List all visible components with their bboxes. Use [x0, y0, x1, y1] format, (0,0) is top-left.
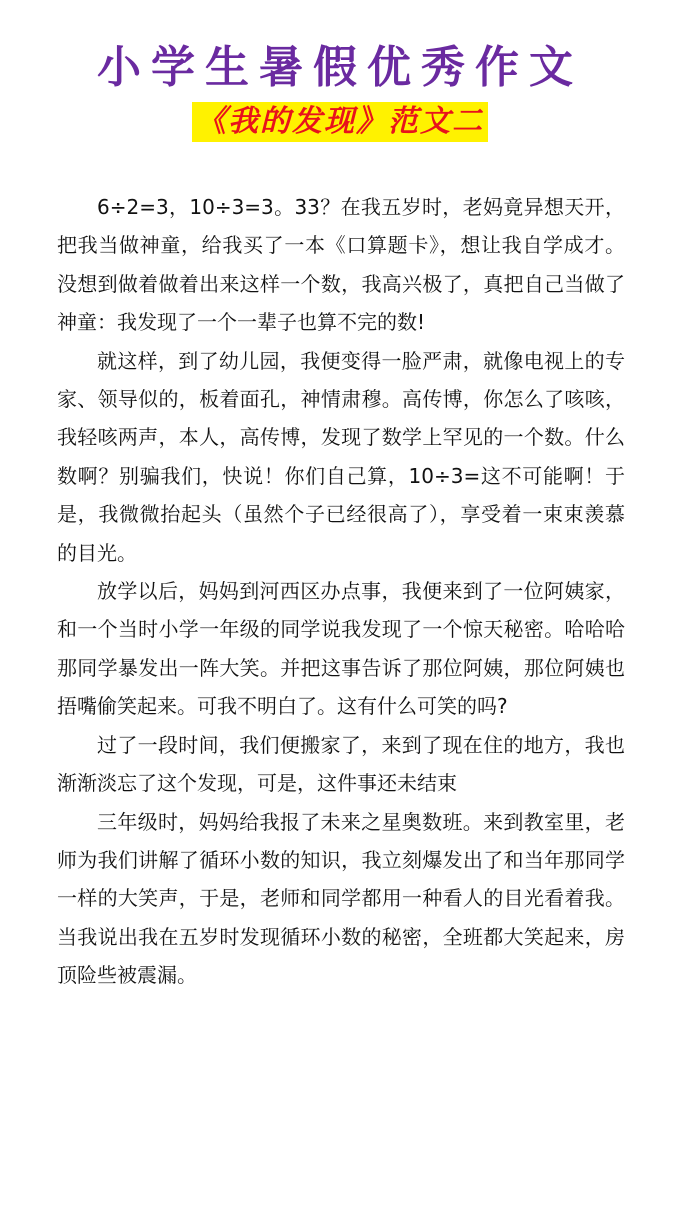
article-subtitle: 《我的发现》范文二	[192, 102, 488, 142]
subtitle-container	[0, 102, 680, 142]
page-title: 小学生暑假优秀作文	[97, 42, 583, 93]
article-paragraph-5: 三年级时，妈妈给我报了未来之星奥数班。来到教室里，老师为我们讲解了循环小数的知识，我立刻爆发出了和当年那同学一样的大笑声，于是，老师和同学都用一种看人的目光看着我。当我说出我在五岁时发现循环小数的秘密，全班都大笑起来，房顶险些被震漏。	[57, 809, 625, 988]
article-paragraph-2: 就这样，到了幼儿园，我便变得一脸严肃，就像电视上的专家、领导似的，板着面孔，神情肃穆。高传博，你怎么了咳咳，我轻咳两声，本人，高传博，发现了数学上罕见的一个数。什么数啊？别骗我们，快说！你们自己算，10÷3=这不可能啊！于是，我微微抬起头（虽然个子已经很高了），享受着一束束羡慕的目光。	[57, 348, 625, 565]
article-paragraph-1: 6÷2=3，10÷3=3。33？在我五岁时，老妈竟异想天开，把我当做神童，给我买了一本《口算题卡》，想让我自学成才。没想到做着做着出来这样一个数，我高兴极了，真把自己当做了神童：我发现了一个一辈子也算不完的数!	[57, 195, 625, 335]
article-paragraph-3: 放学以后，妈妈到河西区办点事，我便来到了一位阿姨家，和一个当时小学一年级的同学说我发现了一个惊天秘密。哈哈哈那同学暴发出一阵大笑。并把这事告诉了那位阿姨，那位阿姨也捂嘴偷笑起来。可我不明白了。这有什么可笑的吗?	[57, 579, 625, 719]
article-paragraph-4: 过了一段时间，我们便搬家了，来到了现在住的地方，我也渐渐淡忘了这个发现，可是，这件事还未结束	[57, 732, 625, 796]
article-body	[57, 188, 625, 995]
